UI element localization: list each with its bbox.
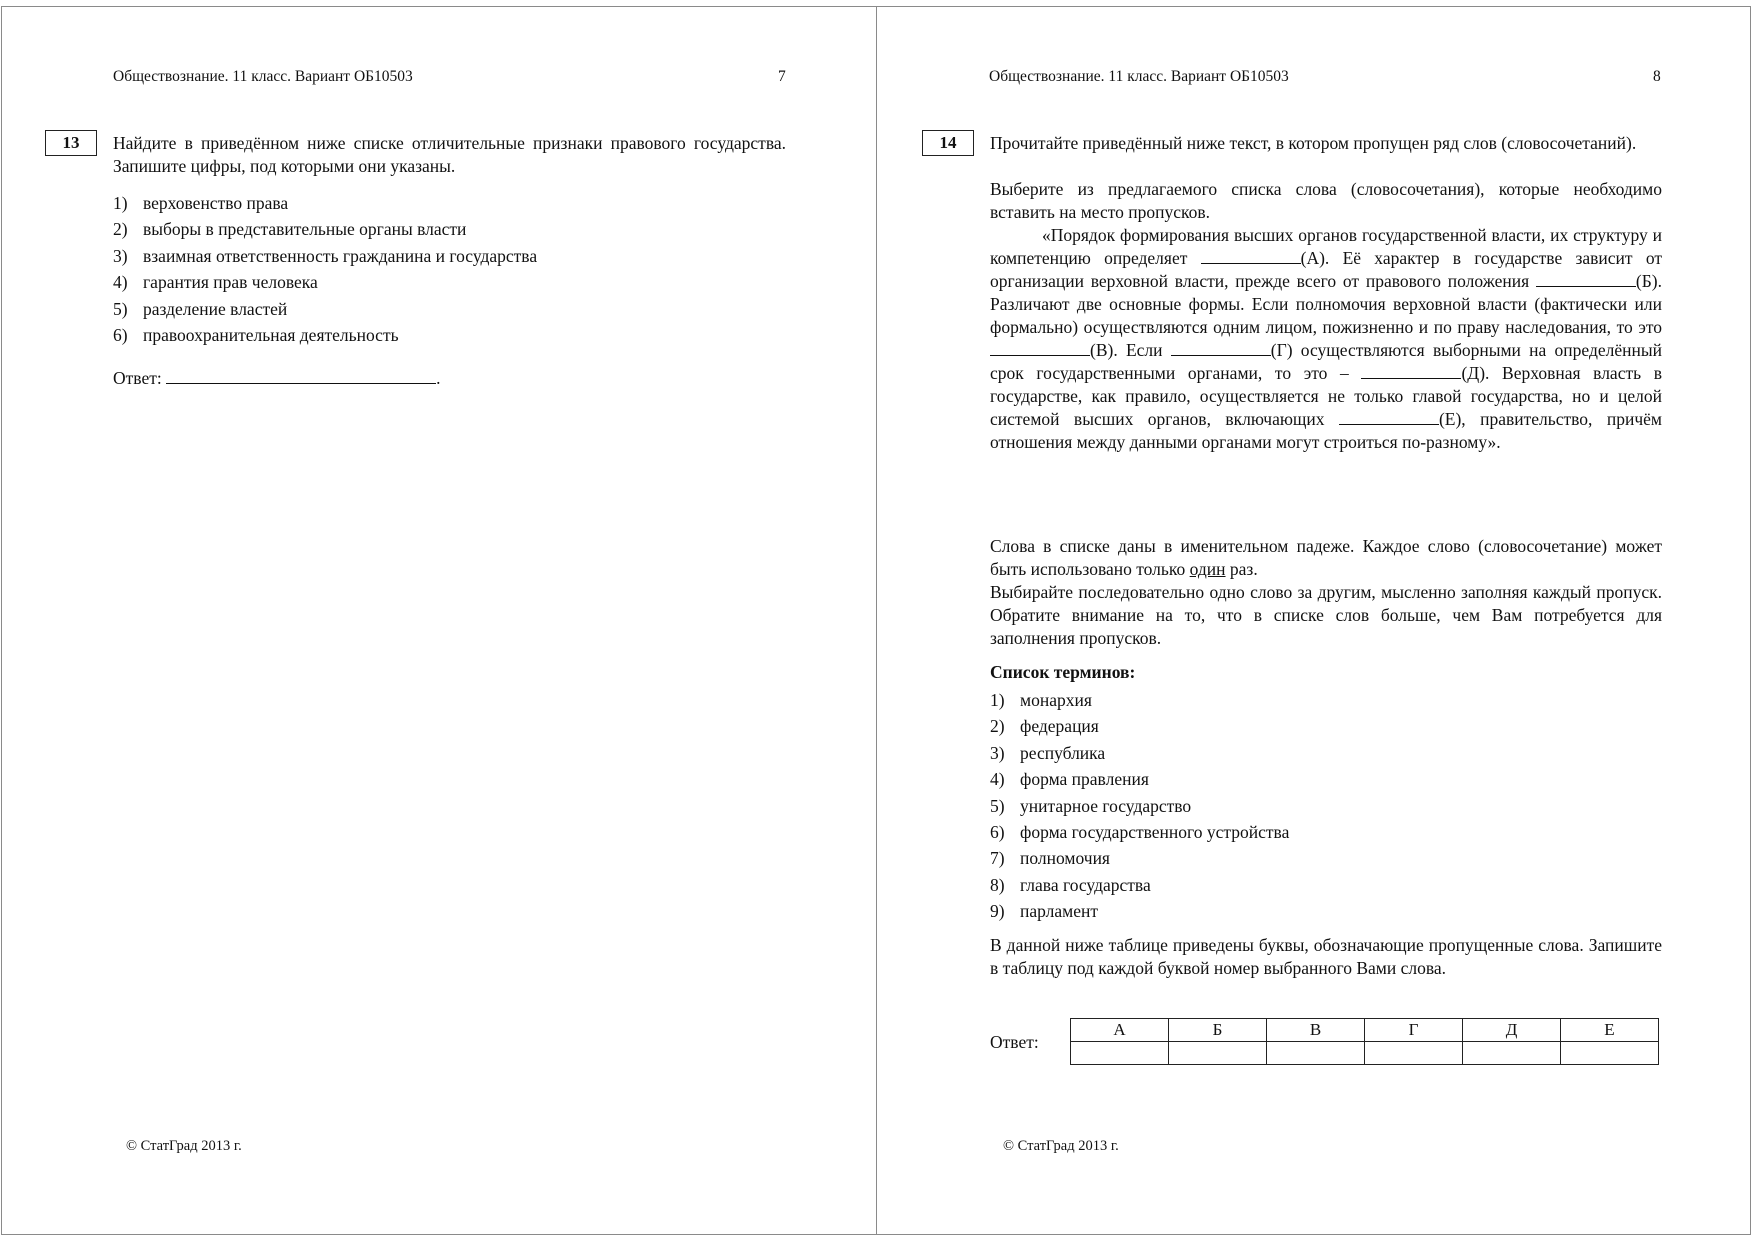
list-item: 2) выборы в представительные органы власти <box>113 219 467 240</box>
list-item: 4) гарантия прав человека <box>113 272 318 293</box>
task-13-question: Найдите в приведённом ниже списке отличительные признаки правового государства. Запишите цифры, под которыми они указаны. <box>113 133 786 176</box>
task-13-option-list <box>113 192 537 350</box>
terms-title: Список терминов: <box>990 662 1136 682</box>
letter-cell-a: А <box>1071 1019 1169 1042</box>
left-page-header: Обществознание. 11 класс. Вариант ОБ10503 <box>113 68 413 85</box>
left-page-footer: © СтатГрад 2013 г. <box>126 1138 242 1154</box>
right-page-number: 8 <box>1653 68 1661 85</box>
letter-cell-b: Б <box>1169 1019 1267 1042</box>
task-14-table-note: В данной ниже таблице приведены буквы, обозначающие пропущенные слова. Запишите в таблицу под каждой буквой номер выбранного Вами слова. <box>990 935 1662 978</box>
answer-cell-d[interactable] <box>1463 1042 1561 1065</box>
answer-cell-g[interactable] <box>1365 1042 1463 1065</box>
letter-cell-g: Г <box>1365 1019 1463 1042</box>
list-item: 5) разделение властей <box>113 298 288 319</box>
answer-cell-v[interactable] <box>1267 1042 1365 1065</box>
list-item: 6) правоохранительная деятельность <box>113 324 399 345</box>
letter-cell-d: Д <box>1463 1019 1561 1042</box>
task-14-intro-1: Прочитайте приведённый ниже текст, в котором пропущен ряд слов (словосочетаний). <box>990 133 1637 153</box>
right-page-header: Обществознание. 11 класс. Вариант ОБ10503 <box>989 68 1289 85</box>
list-item: 6) форма государственного устройства <box>990 821 1290 842</box>
list-item: 9) парламент <box>990 901 1099 922</box>
page-divider <box>876 6 877 1235</box>
task-14-note-1: Слова в списке даны в именительном падеже. Каждое слово (словосочетание) может быть использовано только один раз. <box>990 536 1662 579</box>
answer-table-header-row <box>1071 1019 1659 1042</box>
task-13-number-box: 13 <box>45 130 97 156</box>
list-item: 7) полномочия <box>990 848 1110 869</box>
list-item: 1) монархия <box>990 690 1092 710</box>
task-14-intro-2: Выберите из предлагаемого списка слова (словосочетания), которые необходимо вставить на место пропусков. <box>990 179 1662 222</box>
task-14-answer-label: Ответ: <box>990 1032 1039 1052</box>
answer-blank[interactable] <box>166 369 436 384</box>
list-item: 4) форма правления <box>990 769 1149 790</box>
answer-table-input-row <box>1071 1042 1659 1065</box>
terms-list <box>990 689 1289 927</box>
task-13-answer-line: Ответ: . <box>113 368 441 388</box>
task-14-number-box: 14 <box>922 130 974 156</box>
answer-cell-b[interactable] <box>1169 1042 1267 1065</box>
list-item: 3) взаимная ответственность гражданина и государства <box>113 245 538 266</box>
task-14-note-2: Выбирайте последовательно одно слово за другим, мысленно заполняя каждый пропуск. Обратите внимание на то, что в списке слов больше, чем Вам потребуется для заполнения пропусков. <box>990 582 1662 648</box>
task-14-passage: «Порядок формирования высших органов государственной власти, их структуру и компетенцию определяет (А). Её характер в государстве зависит от организации верховной власти, прежде всего от правового положения (Б). Различают две основные формы. Если полномочия верховной власти (фактически или формально) осуществляются одним лицом, пожизненно и по праву наследования, то это (В). Если (Г) осуществляются выборными на определённый срок государственными органами, то это – (Д). Верховная власть в государстве, как правило, осуществляется не только главой государства, но и целой системой высших органов, включающих (Е), правительство, причём отношения между данными органами могут строиться по-разному». <box>990 225 1663 452</box>
answer-table <box>1070 1018 1659 1065</box>
list-item: 2) федерация <box>990 716 1099 737</box>
list-item: 3) республика <box>990 742 1106 763</box>
right-page-footer: © СтатГрад 2013 г. <box>1003 1138 1119 1154</box>
answer-cell-a[interactable] <box>1071 1042 1169 1065</box>
left-page-number: 7 <box>778 68 786 85</box>
list-item: 5) унитарное государство <box>990 795 1192 816</box>
list-item: 8) глава государства <box>990 874 1151 895</box>
answer-cell-e[interactable] <box>1561 1042 1659 1065</box>
letter-cell-e: Е <box>1561 1019 1659 1042</box>
answer-label: Ответ: <box>113 368 162 388</box>
list-item: 1) верховенство права <box>113 193 289 213</box>
letter-cell-v: В <box>1267 1019 1365 1042</box>
